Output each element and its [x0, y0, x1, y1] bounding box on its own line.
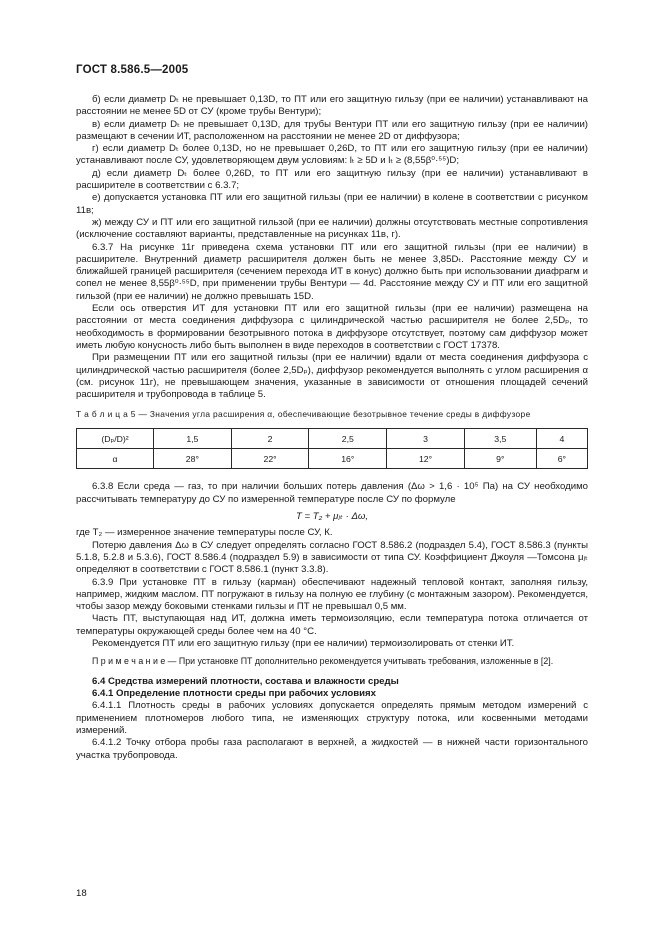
paragraph-6-4-1-1: 6.4.1.1 Плотность среды в рабочих условиях допускается определять прямым методом измерений с применением плотномеров любого типа, не изменяющих структуру потока, или косвенными методами измерений. [76, 700, 588, 737]
paragraph-item-d: д) если диаметр Dₜ более 0,26D, то ПТ или его защитную гильзу (при ее наличии) устанавливают в расширителе в соответствии с 6.3.7; [76, 167, 588, 192]
table-cell: 4 [536, 429, 587, 449]
table-cell: 2 [231, 429, 309, 449]
table-cell: 6° [536, 449, 587, 469]
document-header: ГОСТ 8.586.5—2005 [76, 64, 189, 76]
paragraph-6-3-7: 6.3.7 На рисунке 11г приведена схема установки ПТ или его защитной гильзы (при ее наличии) в расширителе. Внутренний диаметр расширителя должен быть не менее 3,85Dₜ. Расстояние между СУ и ближайшей границей расширителя (сечением перехода ИТ в конус) должно быть при использовании диафрагм и сопел не менее 8,55β⁰·⁵⁵D, при применении трубы Вентури — 4d. Расстояние между СУ и ПТ или его защитной гильзой (при ее наличии) не должно превышать 15D. [76, 241, 588, 302]
table-5 [76, 428, 588, 469]
table-cell: 1,5 [154, 429, 232, 449]
paragraph-item-b: б) если диаметр Dₜ не превышает 0,13D, то ПТ или его защитную гильзу (при ее наличии) устанавливают на расстоянии не менее 5D от СУ (кроме трубы Вентури); [76, 94, 588, 118]
table-cell: 9° [464, 449, 536, 469]
table-row-head: (Dₚ/D)² [77, 429, 154, 449]
section-heading-6-4-1: 6.4.1 Определение плотности среды при рабочих условиях [92, 688, 376, 700]
formula-temperature: T = T₂ + μⱼₜ · Δω, [295, 511, 369, 523]
paragraph-insulation: Часть ПТ, выступающая над ИТ, должна иметь термоизоляцию, если температура потока отличается от температуры окружающей среды более чем на 40 °С. [76, 613, 588, 637]
table-cell: 22° [231, 449, 309, 469]
paragraph-expander-axis: Если ось отверстия ИТ для установки ПТ или его защитной гильзы (при ее наличии) размещена на расстоянии от места соединения диффузора с цилиндрической частью расширителя не более 2,5Dₚ, то необходимость в формировании безотрывного потока в диффузоре отсутствует, поэтому сам диффузор может иметь любую конусность либо быть выполнен в виде переходов в соответствии с ГОСТ 17378. [76, 303, 588, 351]
document-body [76, 94, 588, 762]
paragraph-expander-angle: При размещении ПТ или его защитной гильзы (при ее наличии) вдали от места соединения диффузора с цилиндрической частью расширителя (более 2,5Dₚ), диффузор рекомендуется выполнять с углом расширения α (см. рисунок 11г), не превышающем значения, указанные в зависимости от отношения площадей сечений расширителя и трубопровода в таблице 5. [76, 352, 588, 401]
note-text: — При установке ПТ дополнительно рекомендуется учитывать требования, изложенные в [2]. [165, 656, 554, 667]
paragraph-item-g: г) если диаметр Dₜ более 0,13D, но не превышает 0,26D, то ПТ или его защитную гильзу (при ее наличии) устанавливают после СУ, удовлетворяющем двум условиям: lₜ ≥ 5D и lₜ ≥ (8,55β⁰·⁵⁵)D; [76, 143, 588, 167]
table-cell: 3,5 [464, 429, 536, 449]
table-row-head: α [77, 449, 154, 469]
paragraph-pressure-loss: Потерю давления Δω в СУ следует определять согласно ГОСТ 8.586.2 (подраздел 5.4), ГОСТ 8.586.3 (пункты 5.1.8, 5.2.8 и 5.3.6), ГОСТ 8.586.4 (подраздел 5.9) в зависимости от типа СУ. Коэффициент Джоуля —Томсона μⱼₜ определяют в соответствии с ГОСТ 8.586.1 (пункт 3.3.8). [76, 539, 588, 576]
paragraph-6-3-9: 6.3.9 При установке ПТ в гильзу (карман) обеспечивают надежный тепловой контакт, заполняя гильзу, например, жидким маслом. ПТ погружают в гильзу на полную ее глубину (с монтажным зазором). Рекомендуется, чтобы зазор между боковыми стенками гильзы и ПТ не превышал 0,5 мм. [76, 576, 588, 613]
table-cell: 3 [387, 429, 465, 449]
table-caption [76, 409, 588, 420]
table-cell: 16° [309, 449, 387, 469]
paragraph-recommend: Рекомендуется ПТ или его защитную гильзу (при ее наличии) термоизолировать от стенки ИТ. [92, 637, 515, 649]
page-number: 18 [76, 888, 87, 899]
paragraph-6-3-8: 6.3.8 Если среда — газ, то при наличии больших потерь давления (Δω > 1,6 · 10⁵ Па) на СУ необходимо рассчитывать температуру до СУ по измеренной температуре после СУ по формуле [76, 481, 588, 505]
note-label: П р и м е ч а н и е [92, 656, 166, 667]
section-heading-6-4: 6.4 Средства измерений плотности, состава и влажности среды [92, 675, 399, 687]
paragraph-item-e: е) допускается установка ПТ или его защитной гильзы (при ее наличии) в колене в соответствии с рисунком 11в; [76, 192, 588, 216]
formula-where: где T₂ — измеренное значение температуры после СУ, К. [76, 527, 333, 539]
paragraph-item-v: в) если диаметр Dₜ не превышает 0,13D, для трубы Вентури ПТ или его защитную гильзу (при ее наличии) размещают в сечении ИТ, расположенном на расстоянии не менее 2D от диффузора; [76, 118, 588, 142]
paragraph-item-zh: ж) между СУ и ПТ или его защитной гильзой (при ее наличии) должны отсутствовать местные сопротивления (исключение составляют варианты, представленные на рисунках 11в, г). [76, 216, 588, 241]
table-cell: 28° [154, 449, 232, 469]
table-row [77, 449, 588, 469]
note [76, 656, 588, 668]
paragraph-6-4-1-2: 6.4.1.2 Точку отбора пробы газа располагают в верхней, а жидкостей — в нижней части горизонтального участка трубопровода. [76, 737, 588, 761]
table-cell: 2,5 [309, 429, 387, 449]
table-cell: 12° [387, 449, 465, 469]
table-caption-text: — Значения угла расширения α, обеспечивающие безотрывное течение среды в диффузоре [135, 409, 531, 420]
table-row [77, 429, 588, 449]
table-caption-label: Т а б л и ц а 5 [76, 409, 136, 420]
